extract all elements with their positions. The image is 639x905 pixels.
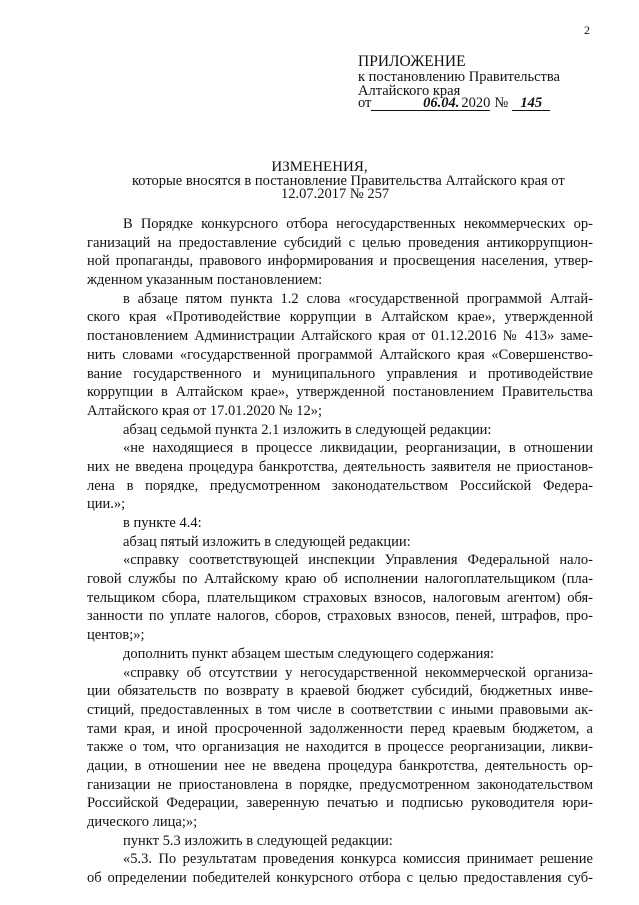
body-line: ганизации не приостановлена в порядке, предусмотренном законодательством [87, 776, 593, 793]
heading-subtitle-line-2: 12.07.2017 № 257 [281, 186, 390, 202]
page-number: 2 [584, 23, 590, 37]
body-line: ции обязательств по возврату в краевой бюджет субсидий, бюджетных инве- [87, 683, 593, 700]
body-line: них не введена процедура банкротства, деятельность заявителя не приостанов- [87, 458, 593, 475]
appendix-line-3: Алтайского края [358, 83, 461, 99]
heading-title: ИЗМЕНЕНИЯ, [271, 159, 368, 175]
heading-subtitle-line-1: которые вносятся в постановление Правительства Алтайского края от [132, 173, 565, 189]
body-line: постановлением Администрации Алтайского края от 01.12.2016 № 413» заме- [87, 328, 593, 345]
body-line: говой службы по Алтайскому краю об исполнении налогоплательщиком (пла- [87, 571, 593, 588]
body-line: нить словами «государственной программой Алтайского края «Совершенство- [87, 346, 593, 363]
body-line: коррупции в Алтайском крае», утвержденной постановлением Правительства [87, 384, 593, 401]
body-line: центов;»; [87, 627, 145, 644]
body-line: ной пропаганды, правового информирования и просвещения населения, утвер- [87, 253, 593, 270]
body-line: в пункте 4.4: [123, 515, 202, 531]
body-line: Алтайского края от 17.01.2020 № 12»; [87, 402, 323, 419]
body-line: стиций, предоставленных в том числе в соответствии с иными правовыми ак- [87, 701, 593, 718]
body-line: «не находящиеся в процессе ликвидации, реорганизации, в отношении [123, 440, 593, 457]
year: 2020 [461, 95, 491, 111]
appendix-date-line [358, 96, 550, 111]
date-value: 06.04. [371, 96, 461, 111]
body-line: лена в порядке, предусмотренном законодательством Российской Федера- [87, 477, 593, 494]
appendix-line-2: к постановлению Правительства [358, 69, 560, 85]
body-line: тами края, и иной просроченной задолженности перед краевым бюджетом, а [87, 720, 593, 737]
body-line: вание государственного и муниципального управления и противодействие [87, 365, 593, 382]
body-line: занности по уплате налогов, сборов, страховых взносов, пеней, штрафов, про- [87, 608, 593, 625]
body-line: Российской Федерации, заверенную печатью и подписью руководителя юри- [87, 795, 593, 812]
body-line: тельщиком сбора, плательщиком страховых взносов, налоговым агентом) обя- [87, 589, 593, 606]
number-value: 145 [512, 96, 550, 111]
body-line: в абзаце пятом пункта 1.2 слова «государственной программой Алтай- [123, 290, 593, 307]
number-label: № [494, 95, 509, 111]
body-line: «справку соответствующей инспекции Управления Федеральной нало- [123, 552, 593, 569]
body-line: дополнить пункт абзацем шестым следующего содержания: [123, 645, 495, 662]
body-line: ганизаций на предоставление субсидий с целью проведения антикоррупцион- [87, 234, 593, 251]
body-line: ского края «Противодействие коррупции в Алтайском крае», утвержденной [87, 309, 593, 326]
appendix-title: ПРИЛОЖЕНИЕ [358, 53, 466, 70]
body-line: абзац седьмой пункта 2.1 изложить в следующей редакции: [123, 421, 492, 438]
body-line: дического лица;»; [87, 814, 198, 830]
body-line: об определении победителей конкурсного отбора с целью предоставления суб- [87, 870, 593, 887]
body-line: ции.»; [87, 496, 126, 513]
body-line: пункт 5.3 изложить в следующей редакции: [123, 832, 393, 849]
body-line: «справку об отсутствии у негосударственной некоммерческой организа- [123, 664, 593, 681]
body-line: абзац пятый изложить в следующей редакции: [123, 533, 411, 550]
from-label: от [358, 95, 372, 111]
body-line: «5.3. По результатам проведения конкурса комиссия принимает решение [123, 851, 593, 868]
body-line: жденном указанным постановлением: [87, 272, 323, 289]
body-line: В Порядке конкурсного отбора негосударственных некоммерческих ор- [123, 216, 593, 232]
body-line: также о том, что организация не находится в процессе реорганизации, ликви- [87, 739, 593, 756]
body-line: дации, в отношении нее не введена процедура банкротства, деятельность ор- [87, 757, 593, 774]
document-body [87, 215, 593, 888]
